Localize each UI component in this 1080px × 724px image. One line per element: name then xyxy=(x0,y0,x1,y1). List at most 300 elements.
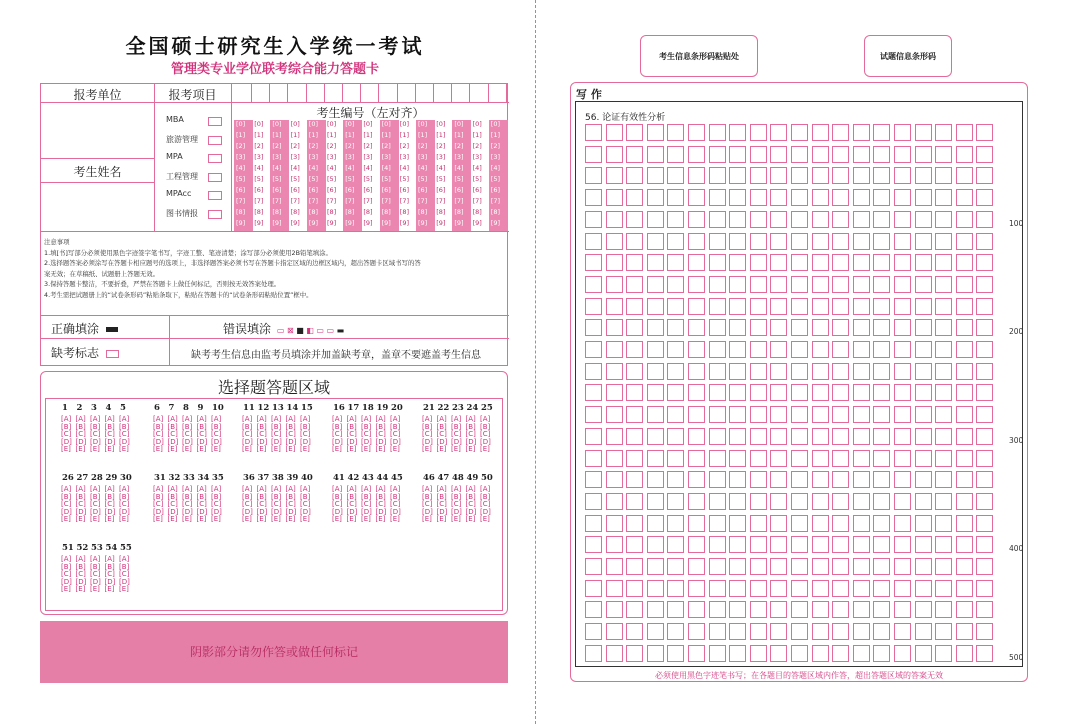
grid-cell[interactable] xyxy=(894,623,911,640)
answer-options[interactable] xyxy=(466,486,477,524)
grid-cell[interactable] xyxy=(832,406,849,423)
grid-cell[interactable] xyxy=(853,167,870,184)
answer-options[interactable] xyxy=(361,416,372,454)
option-bubble[interactable]: [A] xyxy=(451,415,462,423)
option-bubble[interactable]: [B] xyxy=(285,492,296,501)
grid-cell[interactable] xyxy=(585,146,602,163)
grid-cell[interactable] xyxy=(894,341,911,358)
option-bubble[interactable]: [C] xyxy=(119,430,130,439)
option-bubble[interactable]: [D] xyxy=(75,507,87,516)
option-bubble[interactable]: [C] xyxy=(196,430,207,439)
digit-bubble[interactable]: [8] xyxy=(363,208,373,216)
option-bubble[interactable]: [A] xyxy=(361,485,372,493)
grid-cell[interactable] xyxy=(832,211,849,228)
grid-cell[interactable] xyxy=(873,298,890,315)
option-bubble[interactable]: [B] xyxy=(300,422,311,431)
candidate-number-entry-box[interactable] xyxy=(361,84,379,102)
grid-cell[interactable] xyxy=(667,623,684,640)
option-bubble[interactable]: [D] xyxy=(196,507,208,516)
option-bubble[interactable]: [C] xyxy=(256,430,267,439)
option-bubble[interactable]: [D] xyxy=(90,577,101,586)
grid-cell[interactable] xyxy=(709,124,726,141)
option-bubble[interactable]: [B] xyxy=(182,492,193,501)
grid-cell[interactable] xyxy=(935,167,952,184)
digit-bubble[interactable]: [5] xyxy=(236,175,246,183)
option-bubble[interactable]: [D] xyxy=(153,437,164,446)
grid-cell[interactable] xyxy=(585,189,602,206)
digit-bubble[interactable]: [0] xyxy=(399,120,410,128)
grid-cell[interactable] xyxy=(791,167,808,184)
grid-cell[interactable] xyxy=(812,167,829,184)
option-bubble[interactable]: [E] xyxy=(361,515,371,524)
grid-cell[interactable] xyxy=(647,471,664,488)
grid-cell[interactable] xyxy=(956,450,973,467)
grid-cell[interactable] xyxy=(709,536,726,553)
option-bubble[interactable]: [C] xyxy=(422,500,433,509)
digit-bubble[interactable]: [6] xyxy=(236,186,246,194)
grid-cell[interactable] xyxy=(688,428,705,445)
option-bubble[interactable]: [D] xyxy=(104,507,116,516)
grid-cell[interactable] xyxy=(770,254,787,271)
option-bubble[interactable]: [E] xyxy=(61,585,71,594)
option-bubble[interactable]: [C] xyxy=(90,430,101,439)
digit-bubble[interactable]: [9] xyxy=(236,219,246,227)
option-bubble[interactable]: [A] xyxy=(300,415,311,423)
grid-cell[interactable] xyxy=(729,645,746,662)
option-bubble[interactable]: [C] xyxy=(75,570,86,579)
grid-cell[interactable] xyxy=(750,580,767,597)
grid-cell[interactable] xyxy=(626,601,643,618)
grid-cell[interactable] xyxy=(709,211,726,228)
option-bubble[interactable]: [E] xyxy=(61,515,71,524)
grid-cell[interactable] xyxy=(688,298,705,315)
grid-cell[interactable] xyxy=(585,276,602,293)
option-bubble[interactable]: [A] xyxy=(346,485,357,493)
grid-cell[interactable] xyxy=(750,211,767,228)
option-bubble[interactable]: [B] xyxy=(182,422,193,431)
grid-cell[interactable] xyxy=(956,276,973,293)
grid-cell[interactable] xyxy=(606,167,623,184)
grid-cell[interactable] xyxy=(688,623,705,640)
grid-cell[interactable] xyxy=(935,428,952,445)
grid-cell[interactable] xyxy=(832,384,849,401)
grid-cell[interactable] xyxy=(956,319,973,336)
option-bubble[interactable]: [A] xyxy=(61,555,72,563)
grid-cell[interactable] xyxy=(894,233,911,250)
grid-cell[interactable] xyxy=(812,515,829,532)
grid-cell[interactable] xyxy=(915,536,932,553)
grid-cell[interactable] xyxy=(894,254,911,271)
grid-cell[interactable] xyxy=(709,450,726,467)
grid-cell[interactable] xyxy=(812,211,829,228)
option-bubble[interactable]: [E] xyxy=(196,515,207,524)
answer-options[interactable] xyxy=(480,486,491,524)
grid-cell[interactable] xyxy=(729,124,746,141)
grid-cell[interactable] xyxy=(626,233,643,250)
grid-cell[interactable] xyxy=(585,450,602,467)
option-bubble[interactable]: [D] xyxy=(361,437,372,446)
grid-cell[interactable] xyxy=(791,536,808,553)
grid-cell[interactable] xyxy=(626,406,643,423)
grid-cell[interactable] xyxy=(606,515,623,532)
grid-cell[interactable] xyxy=(667,384,684,401)
grid-cell[interactable] xyxy=(585,601,602,618)
answer-options[interactable] xyxy=(182,416,193,454)
option-bubble[interactable]: [D] xyxy=(300,507,311,516)
grid-cell[interactable] xyxy=(791,319,808,336)
grid-cell[interactable] xyxy=(915,363,932,380)
grid-cell[interactable] xyxy=(791,341,808,358)
option-bubble[interactable]: [D] xyxy=(167,507,179,516)
option-bubble[interactable]: [B] xyxy=(451,492,462,501)
option-bubble[interactable]: [C] xyxy=(167,500,178,509)
grid-cell[interactable] xyxy=(873,363,890,380)
answer-options[interactable] xyxy=(76,416,87,454)
candidate-number-entry-box[interactable] xyxy=(471,84,489,102)
grid-cell[interactable] xyxy=(606,298,623,315)
digit-bubble[interactable]: [8] xyxy=(272,208,282,216)
option-bubble[interactable]: [C] xyxy=(271,500,282,509)
option-bubble[interactable]: [D] xyxy=(465,507,477,516)
digit-bubble[interactable]: [7] xyxy=(472,197,482,205)
grid-cell[interactable] xyxy=(791,428,808,445)
grid-cell[interactable] xyxy=(791,298,808,315)
digit-bubble[interactable]: [5] xyxy=(418,175,428,183)
grid-cell[interactable] xyxy=(626,146,643,163)
digit-bubble[interactable]: [0] xyxy=(418,120,428,128)
option-bubble[interactable]: [A] xyxy=(90,555,101,563)
digit-bubble[interactable]: [0] xyxy=(308,120,319,128)
option-bubble[interactable]: [D] xyxy=(332,437,343,446)
grid-cell[interactable] xyxy=(956,515,973,532)
digit-bubble[interactable]: [0] xyxy=(436,120,446,128)
option-bubble[interactable]: [E] xyxy=(90,515,100,524)
option-bubble[interactable]: [D] xyxy=(346,507,358,516)
grid-cell[interactable] xyxy=(956,428,973,445)
grid-cell[interactable] xyxy=(647,276,664,293)
grid-cell[interactable] xyxy=(647,536,664,553)
grid-cell[interactable] xyxy=(750,319,767,336)
grid-cell[interactable] xyxy=(688,363,705,380)
digit-bubble[interactable]: [3] xyxy=(454,153,464,161)
digit-bubble[interactable]: [4] xyxy=(418,164,428,172)
grid-cell[interactable] xyxy=(894,515,911,532)
grid-cell[interactable] xyxy=(956,189,973,206)
option-bubble[interactable]: [E] xyxy=(104,585,115,594)
grid-cell[interactable] xyxy=(709,384,726,401)
grid-cell[interactable] xyxy=(873,233,890,250)
option-bubble[interactable]: [E] xyxy=(332,445,342,454)
digit-bubble[interactable]: [1] xyxy=(290,131,300,139)
grid-cell[interactable] xyxy=(915,146,932,163)
digit-bubble[interactable]: [9] xyxy=(272,219,282,227)
option-bubble[interactable]: [E] xyxy=(90,445,100,454)
digit-bubble[interactable]: [1] xyxy=(327,131,337,139)
digit-bubble[interactable]: [9] xyxy=(418,219,428,227)
grid-cell[interactable] xyxy=(709,233,726,250)
grid-cell[interactable] xyxy=(873,515,890,532)
grid-cell[interactable] xyxy=(688,124,705,141)
grid-cell[interactable] xyxy=(709,298,726,315)
digit-bubble[interactable]: [6] xyxy=(454,186,464,194)
grid-cell[interactable] xyxy=(667,515,684,532)
option-bubble[interactable]: [C] xyxy=(346,430,357,439)
option-bubble[interactable]: [B] xyxy=(436,422,447,431)
digit-bubble[interactable]: [5] xyxy=(436,175,446,183)
grid-cell[interactable] xyxy=(647,450,664,467)
digit-bubble[interactable]: [6] xyxy=(327,186,337,194)
grid-cell[interactable] xyxy=(873,645,890,662)
digit-bubble[interactable]: [1] xyxy=(345,131,355,139)
option-bubble[interactable]: [C] xyxy=(436,500,447,509)
grid-cell[interactable] xyxy=(606,211,623,228)
option-bubble[interactable]: [A] xyxy=(75,555,86,563)
grid-cell[interactable] xyxy=(894,406,911,423)
digit-bubble[interactable]: [1] xyxy=(418,131,428,139)
digit-bubble[interactable]: [4] xyxy=(308,164,319,172)
grid-cell[interactable] xyxy=(626,124,643,141)
grid-cell[interactable] xyxy=(976,124,993,141)
answer-options[interactable] xyxy=(480,416,491,454)
grid-cell[interactable] xyxy=(894,580,911,597)
answer-options[interactable] xyxy=(90,556,101,594)
option-bubble[interactable]: [A] xyxy=(61,415,72,423)
digit-bubble[interactable]: [2] xyxy=(236,142,246,150)
digit-bubble[interactable]: [5] xyxy=(454,175,464,183)
grid-cell[interactable] xyxy=(791,623,808,640)
digit-bubble[interactable]: [1] xyxy=(381,131,391,139)
grid-cell[interactable] xyxy=(688,167,705,184)
digit-bubble[interactable]: [1] xyxy=(236,131,246,139)
grid-cell[interactable] xyxy=(915,298,932,315)
digit-bubble[interactable]: [4] xyxy=(272,164,282,172)
grid-cell[interactable] xyxy=(853,493,870,510)
grid-cell[interactable] xyxy=(853,233,870,250)
option-bubble[interactable]: [E] xyxy=(167,445,178,454)
grid-cell[interactable] xyxy=(791,558,808,575)
grid-cell[interactable] xyxy=(688,146,705,163)
answer-options[interactable] xyxy=(347,486,358,524)
grid-cell[interactable] xyxy=(585,428,602,445)
grid-cell[interactable] xyxy=(667,211,684,228)
option-bubble[interactable]: [C] xyxy=(182,500,193,509)
option-bubble[interactable]: [C] xyxy=(75,430,86,439)
grid-cell[interactable] xyxy=(791,471,808,488)
grid-cell[interactable] xyxy=(750,515,767,532)
grid-cell[interactable] xyxy=(853,601,870,618)
grid-cell[interactable] xyxy=(750,363,767,380)
candidate-number-entry-box[interactable] xyxy=(307,84,325,102)
grid-cell[interactable] xyxy=(667,645,684,662)
program-option-checkbox[interactable] xyxy=(208,117,222,126)
grid-cell[interactable] xyxy=(606,363,623,380)
option-bubble[interactable]: [C] xyxy=(104,570,115,579)
grid-cell[interactable] xyxy=(585,211,602,228)
grid-cell[interactable] xyxy=(709,493,726,510)
answer-options[interactable] xyxy=(361,486,372,524)
option-bubble[interactable]: [D] xyxy=(480,437,491,446)
option-bubble[interactable]: [C] xyxy=(104,500,115,509)
grid-cell[interactable] xyxy=(832,233,849,250)
option-bubble[interactable]: [A] xyxy=(271,485,282,493)
digit-bubble[interactable]: [7] xyxy=(418,197,428,205)
option-bubble[interactable]: [A] xyxy=(167,485,178,493)
answer-options[interactable] xyxy=(76,556,87,594)
option-bubble[interactable]: [A] xyxy=(256,415,267,423)
grid-cell[interactable] xyxy=(729,536,746,553)
grid-cell[interactable] xyxy=(832,515,849,532)
digit-bubble[interactable]: [2] xyxy=(418,142,428,150)
option-bubble[interactable]: [B] xyxy=(300,492,311,501)
grid-cell[interactable] xyxy=(791,580,808,597)
digit-bubble[interactable]: [0] xyxy=(381,120,391,128)
option-bubble[interactable]: [E] xyxy=(422,515,432,524)
grid-cell[interactable] xyxy=(626,211,643,228)
grid-cell[interactable] xyxy=(729,623,746,640)
grid-cell[interactable] xyxy=(812,298,829,315)
option-bubble[interactable]: [A] xyxy=(104,555,115,563)
grid-cell[interactable] xyxy=(647,319,664,336)
option-bubble[interactable]: [A] xyxy=(182,485,193,493)
grid-cell[interactable] xyxy=(770,189,787,206)
option-bubble[interactable]: [B] xyxy=(119,492,130,501)
grid-cell[interactable] xyxy=(585,493,602,510)
grid-cell[interactable] xyxy=(709,623,726,640)
grid-cell[interactable] xyxy=(585,124,602,141)
digit-bubble[interactable]: [9] xyxy=(436,219,446,227)
answer-options[interactable] xyxy=(466,416,477,454)
grid-cell[interactable] xyxy=(647,167,664,184)
option-bubble[interactable]: [A] xyxy=(480,415,491,423)
grid-cell[interactable] xyxy=(832,254,849,271)
grid-cell[interactable] xyxy=(935,645,952,662)
grid-cell[interactable] xyxy=(956,471,973,488)
grid-cell[interactable] xyxy=(626,558,643,575)
grid-cell[interactable] xyxy=(832,471,849,488)
option-bubble[interactable]: [D] xyxy=(285,507,297,516)
option-bubble[interactable]: [A] xyxy=(480,485,491,493)
program-option-checkbox[interactable] xyxy=(208,136,222,145)
option-bubble[interactable]: [B] xyxy=(75,422,86,431)
grid-cell[interactable] xyxy=(853,428,870,445)
grid-cell[interactable] xyxy=(667,298,684,315)
grid-cell[interactable] xyxy=(812,276,829,293)
grid-cell[interactable] xyxy=(770,515,787,532)
option-bubble[interactable]: [E] xyxy=(211,515,221,524)
option-bubble[interactable]: [A] xyxy=(90,415,101,423)
grid-cell[interactable] xyxy=(853,341,870,358)
grid-cell[interactable] xyxy=(853,298,870,315)
grid-cell[interactable] xyxy=(770,493,787,510)
option-bubble[interactable]: [B] xyxy=(271,492,282,501)
option-bubble[interactable]: [A] xyxy=(119,555,130,563)
grid-cell[interactable] xyxy=(626,363,643,380)
option-bubble[interactable]: [B] xyxy=(167,422,178,431)
option-bubble[interactable]: [A] xyxy=(332,485,343,493)
grid-cell[interactable] xyxy=(626,167,643,184)
grid-cell[interactable] xyxy=(647,341,664,358)
digit-bubble[interactable]: [5] xyxy=(399,175,410,183)
grid-cell[interactable] xyxy=(729,254,746,271)
grid-cell[interactable] xyxy=(729,450,746,467)
option-bubble[interactable]: [A] xyxy=(104,485,115,493)
answer-options[interactable] xyxy=(61,416,72,454)
option-bubble[interactable]: [C] xyxy=(361,430,372,439)
grid-cell[interactable] xyxy=(709,515,726,532)
candidate-number-entry-box[interactable] xyxy=(489,84,507,102)
grid-cell[interactable] xyxy=(873,254,890,271)
digit-bubble[interactable]: [5] xyxy=(363,175,373,183)
option-bubble[interactable]: [D] xyxy=(465,437,477,446)
grid-cell[interactable] xyxy=(667,189,684,206)
program-option-checkbox[interactable] xyxy=(208,210,222,219)
option-bubble[interactable]: [D] xyxy=(375,437,387,446)
option-bubble[interactable]: [C] xyxy=(119,570,130,579)
grid-cell[interactable] xyxy=(688,558,705,575)
digit-bubble[interactable]: [5] xyxy=(490,175,501,183)
grid-cell[interactable] xyxy=(976,515,993,532)
grid-cell[interactable] xyxy=(894,298,911,315)
answer-options[interactable] xyxy=(390,416,401,454)
option-bubble[interactable]: [B] xyxy=(119,422,130,431)
option-bubble[interactable]: [D] xyxy=(211,507,222,516)
digit-bubble[interactable]: [8] xyxy=(254,208,264,216)
option-bubble[interactable]: [B] xyxy=(436,492,447,501)
grid-cell[interactable] xyxy=(935,601,952,618)
grid-cell[interactable] xyxy=(812,493,829,510)
option-bubble[interactable]: [C] xyxy=(90,570,101,579)
option-bubble[interactable]: [C] xyxy=(242,430,253,439)
answer-options[interactable] xyxy=(197,486,208,524)
grid-cell[interactable] xyxy=(812,189,829,206)
option-bubble[interactable]: [B] xyxy=(375,422,386,431)
digit-bubble[interactable]: [1] xyxy=(454,131,464,139)
option-bubble[interactable]: [B] xyxy=(390,492,401,501)
grid-cell[interactable] xyxy=(750,428,767,445)
digit-bubble[interactable]: [6] xyxy=(290,186,300,194)
grid-cell[interactable] xyxy=(894,558,911,575)
digit-bubble[interactable]: [0] xyxy=(363,120,373,128)
grid-cell[interactable] xyxy=(770,558,787,575)
answer-options[interactable] xyxy=(257,486,268,524)
grid-cell[interactable] xyxy=(894,450,911,467)
grid-cell[interactable] xyxy=(770,341,787,358)
grid-cell[interactable] xyxy=(606,319,623,336)
answer-options[interactable] xyxy=(153,416,164,454)
grid-cell[interactable] xyxy=(709,471,726,488)
grid-cell[interactable] xyxy=(832,536,849,553)
grid-cell[interactable] xyxy=(976,233,993,250)
grid-cell[interactable] xyxy=(853,623,870,640)
grid-cell[interactable] xyxy=(976,493,993,510)
grid-cell[interactable] xyxy=(976,450,993,467)
option-bubble[interactable]: [C] xyxy=(480,500,491,509)
grid-cell[interactable] xyxy=(709,167,726,184)
grid-cell[interactable] xyxy=(956,167,973,184)
grid-cell[interactable] xyxy=(935,384,952,401)
candidate-number-entry-box[interactable] xyxy=(416,84,434,102)
option-bubble[interactable]: [D] xyxy=(422,437,433,446)
option-bubble[interactable]: [D] xyxy=(196,437,208,446)
grid-cell[interactable] xyxy=(667,428,684,445)
grid-cell[interactable] xyxy=(729,428,746,445)
option-bubble[interactable]: [B] xyxy=(375,492,386,501)
grid-cell[interactable] xyxy=(812,536,829,553)
grid-cell[interactable] xyxy=(585,363,602,380)
grid-cell[interactable] xyxy=(915,341,932,358)
option-bubble[interactable]: [E] xyxy=(211,445,221,454)
option-bubble[interactable]: [D] xyxy=(182,507,193,516)
